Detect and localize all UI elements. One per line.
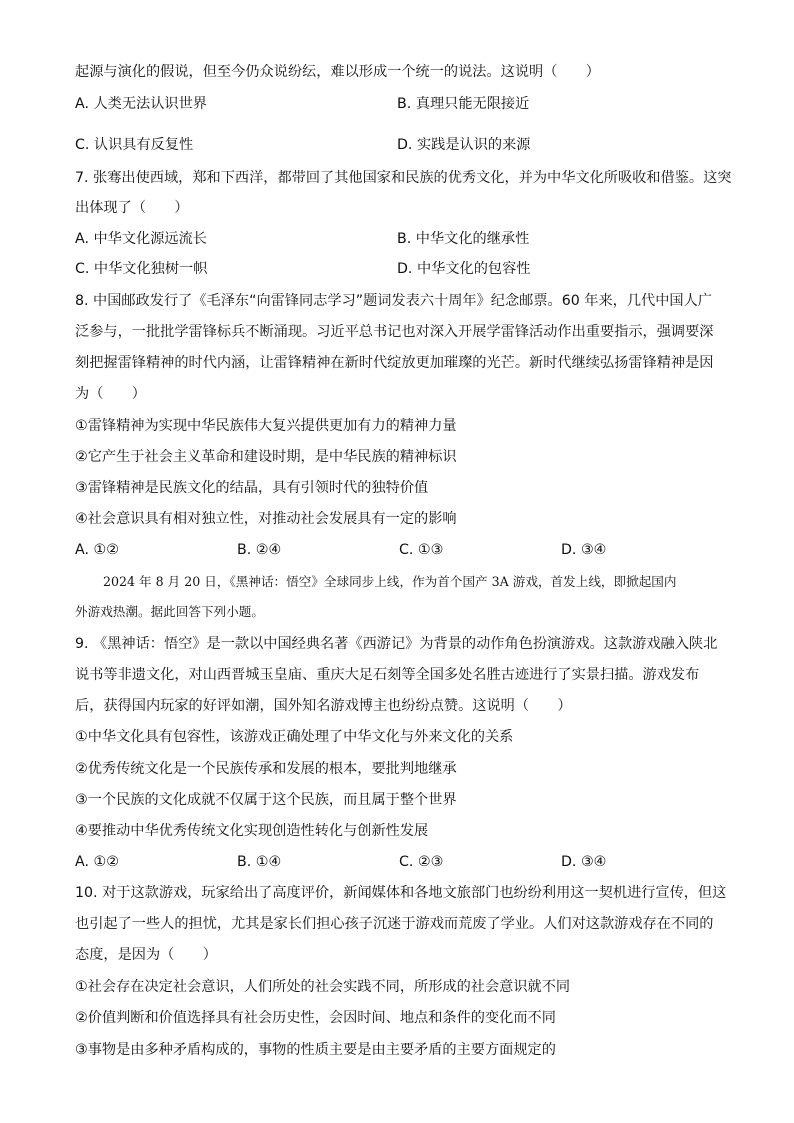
q9-statement-3: ③一个民族的文化成就不仅属于这个民族，而且属于整个世界 xyxy=(75,792,457,808)
q8-statement-1: ①雷锋精神为实现中华民族伟大复兴提供更加有力的精神力量 xyxy=(75,418,457,434)
q9-stem-line-3: 后，获得国内玩家的好评如潮，国外知名游戏博主也纷纷点赞。这说明（ ） xyxy=(75,698,572,714)
material-intro-line-1: 2024 年 8 月 20 日，《黑神话：悟空》全球同步上线，作为首个国产 3A 游戏，首发上线，即掀起国内 xyxy=(103,574,677,589)
q8-stem-line-1: 8. 中国邮政发行了《毛泽东“向雷锋同志学习”题词发表六十周年》纪念邮票。60 年来，几代中国人广 xyxy=(75,293,712,309)
q8-option-b: B. ②④ xyxy=(237,542,282,558)
material-intro-line-2: 外游戏热潮。据此回答下列小题。 xyxy=(75,604,264,619)
q8-option-c: C. ①③ xyxy=(399,542,444,558)
q10-statement-1: ①社会存在决定社会意识，人们所处的社会实践不同，所形成的社会意识就不同 xyxy=(75,979,571,995)
q10-stem-line-2: 也引起了一些人的担忧，尤其是家长们担心孩子沉迷于游戏而荒废了学业。人们对这款游戏存在不同的 xyxy=(75,916,714,932)
q8-statement-3: ③雷锋精神是民族文化的结晶，具有引领时代的独特价值 xyxy=(75,480,429,496)
q8-statement-2: ②它产生于社会主义革命和建设时期，是中华民族的精神标识 xyxy=(75,449,457,465)
q9-stem-line-1: 9. 《黑神话：悟空》是一款以中国经典名著《西游记》为背景的动作角色扮演游戏。这款游戏融入陕北 xyxy=(75,636,718,652)
q10-statement-2: ②价值判断和价值选择具有社会历史性，会因时间、地点和条件的变化而不同 xyxy=(75,1010,556,1026)
q8-statement-4: ④社会意识具有相对独立性，对推动社会发展具有一定的影响 xyxy=(75,511,457,527)
q9-option-c: C. ②③ xyxy=(399,854,444,870)
q7-option-d: D. 中华文化的包容性 xyxy=(397,261,531,277)
q6-option-b: B. 真理只能无限接近 xyxy=(397,96,530,112)
q8-stem-line-4: 为（ ） xyxy=(75,386,146,402)
q8-option-a: A. ①② xyxy=(75,542,119,558)
q9-option-d: D. ③④ xyxy=(561,854,607,870)
q8-option-d: D. ③④ xyxy=(561,542,607,558)
q6-option-c: C. 认识具有反复性 xyxy=(75,137,194,153)
q7-option-b: B. 中华文化的继承性 xyxy=(397,231,530,247)
q9-option-b: B. ①④ xyxy=(237,854,282,870)
q6-option-a: A. 人类无法认识世界 xyxy=(75,96,207,112)
q8-stem-line-3: 刻把握雷锋精神的时代内涵，让雷锋精神在新时代绽放更加璀璨的光芒。新时代继续弘扬雷锋精神是因 xyxy=(75,355,714,371)
q7-stem-line-2: 出体现了（ ） xyxy=(75,200,189,216)
q10-stem-line-3: 态度，是因为（ ） xyxy=(75,947,217,963)
q6-stem-tail: 起源与演化的假说，但至今仍众说纷纭，难以形成一个统一的说法。这说明（ ） xyxy=(75,64,600,80)
q7-option-c: C. 中华文化独树一帜 xyxy=(75,261,208,277)
q9-statement-4: ④要推动中华优秀传统文化实现创造性转化与创新性发展 xyxy=(75,823,429,839)
q9-statement-2: ②优秀传统文化是一个民族传承和发展的根本，要批判地继承 xyxy=(75,761,457,777)
q10-stem-line-1: 10. 对于这款游戏，玩家给出了高度评价，新闻媒体和各地文旅部门也纷纷利用这一契机进行宣传，但这 xyxy=(75,885,727,901)
q9-stem-line-2: 说书等非遗文化，对山西晋城玉皇庙、重庆大足石刻等全国多处名胜古迹进行了实景扫描。游戏发布 xyxy=(75,667,700,683)
q8-stem-line-2: 泛参与，一批批学雷锋标兵不断涌现。习近平总书记也对深入开展学雷锋活动作出重要指示，强调要深 xyxy=(75,324,714,340)
q9-option-a: A. ①② xyxy=(75,854,119,870)
q7-option-a: A. 中华文化源远流长 xyxy=(75,231,207,247)
q9-statement-1: ①中华文化具有包容性，该游戏正确处理了中华文化与外来文化的关系 xyxy=(75,729,514,745)
q6-option-d: D. 实践是认识的来源 xyxy=(397,137,531,153)
q7-stem-line-1: 7. 张骞出使西域，郑和下西洋，都带回了其他国家和民族的优秀文化，并为中华文化所吸收和借鉴。这突 xyxy=(75,170,732,186)
q10-statement-3: ③事物是由多种矛盾构成的，事物的性质主要是由主要矛盾的主要方面规定的 xyxy=(75,1042,556,1058)
